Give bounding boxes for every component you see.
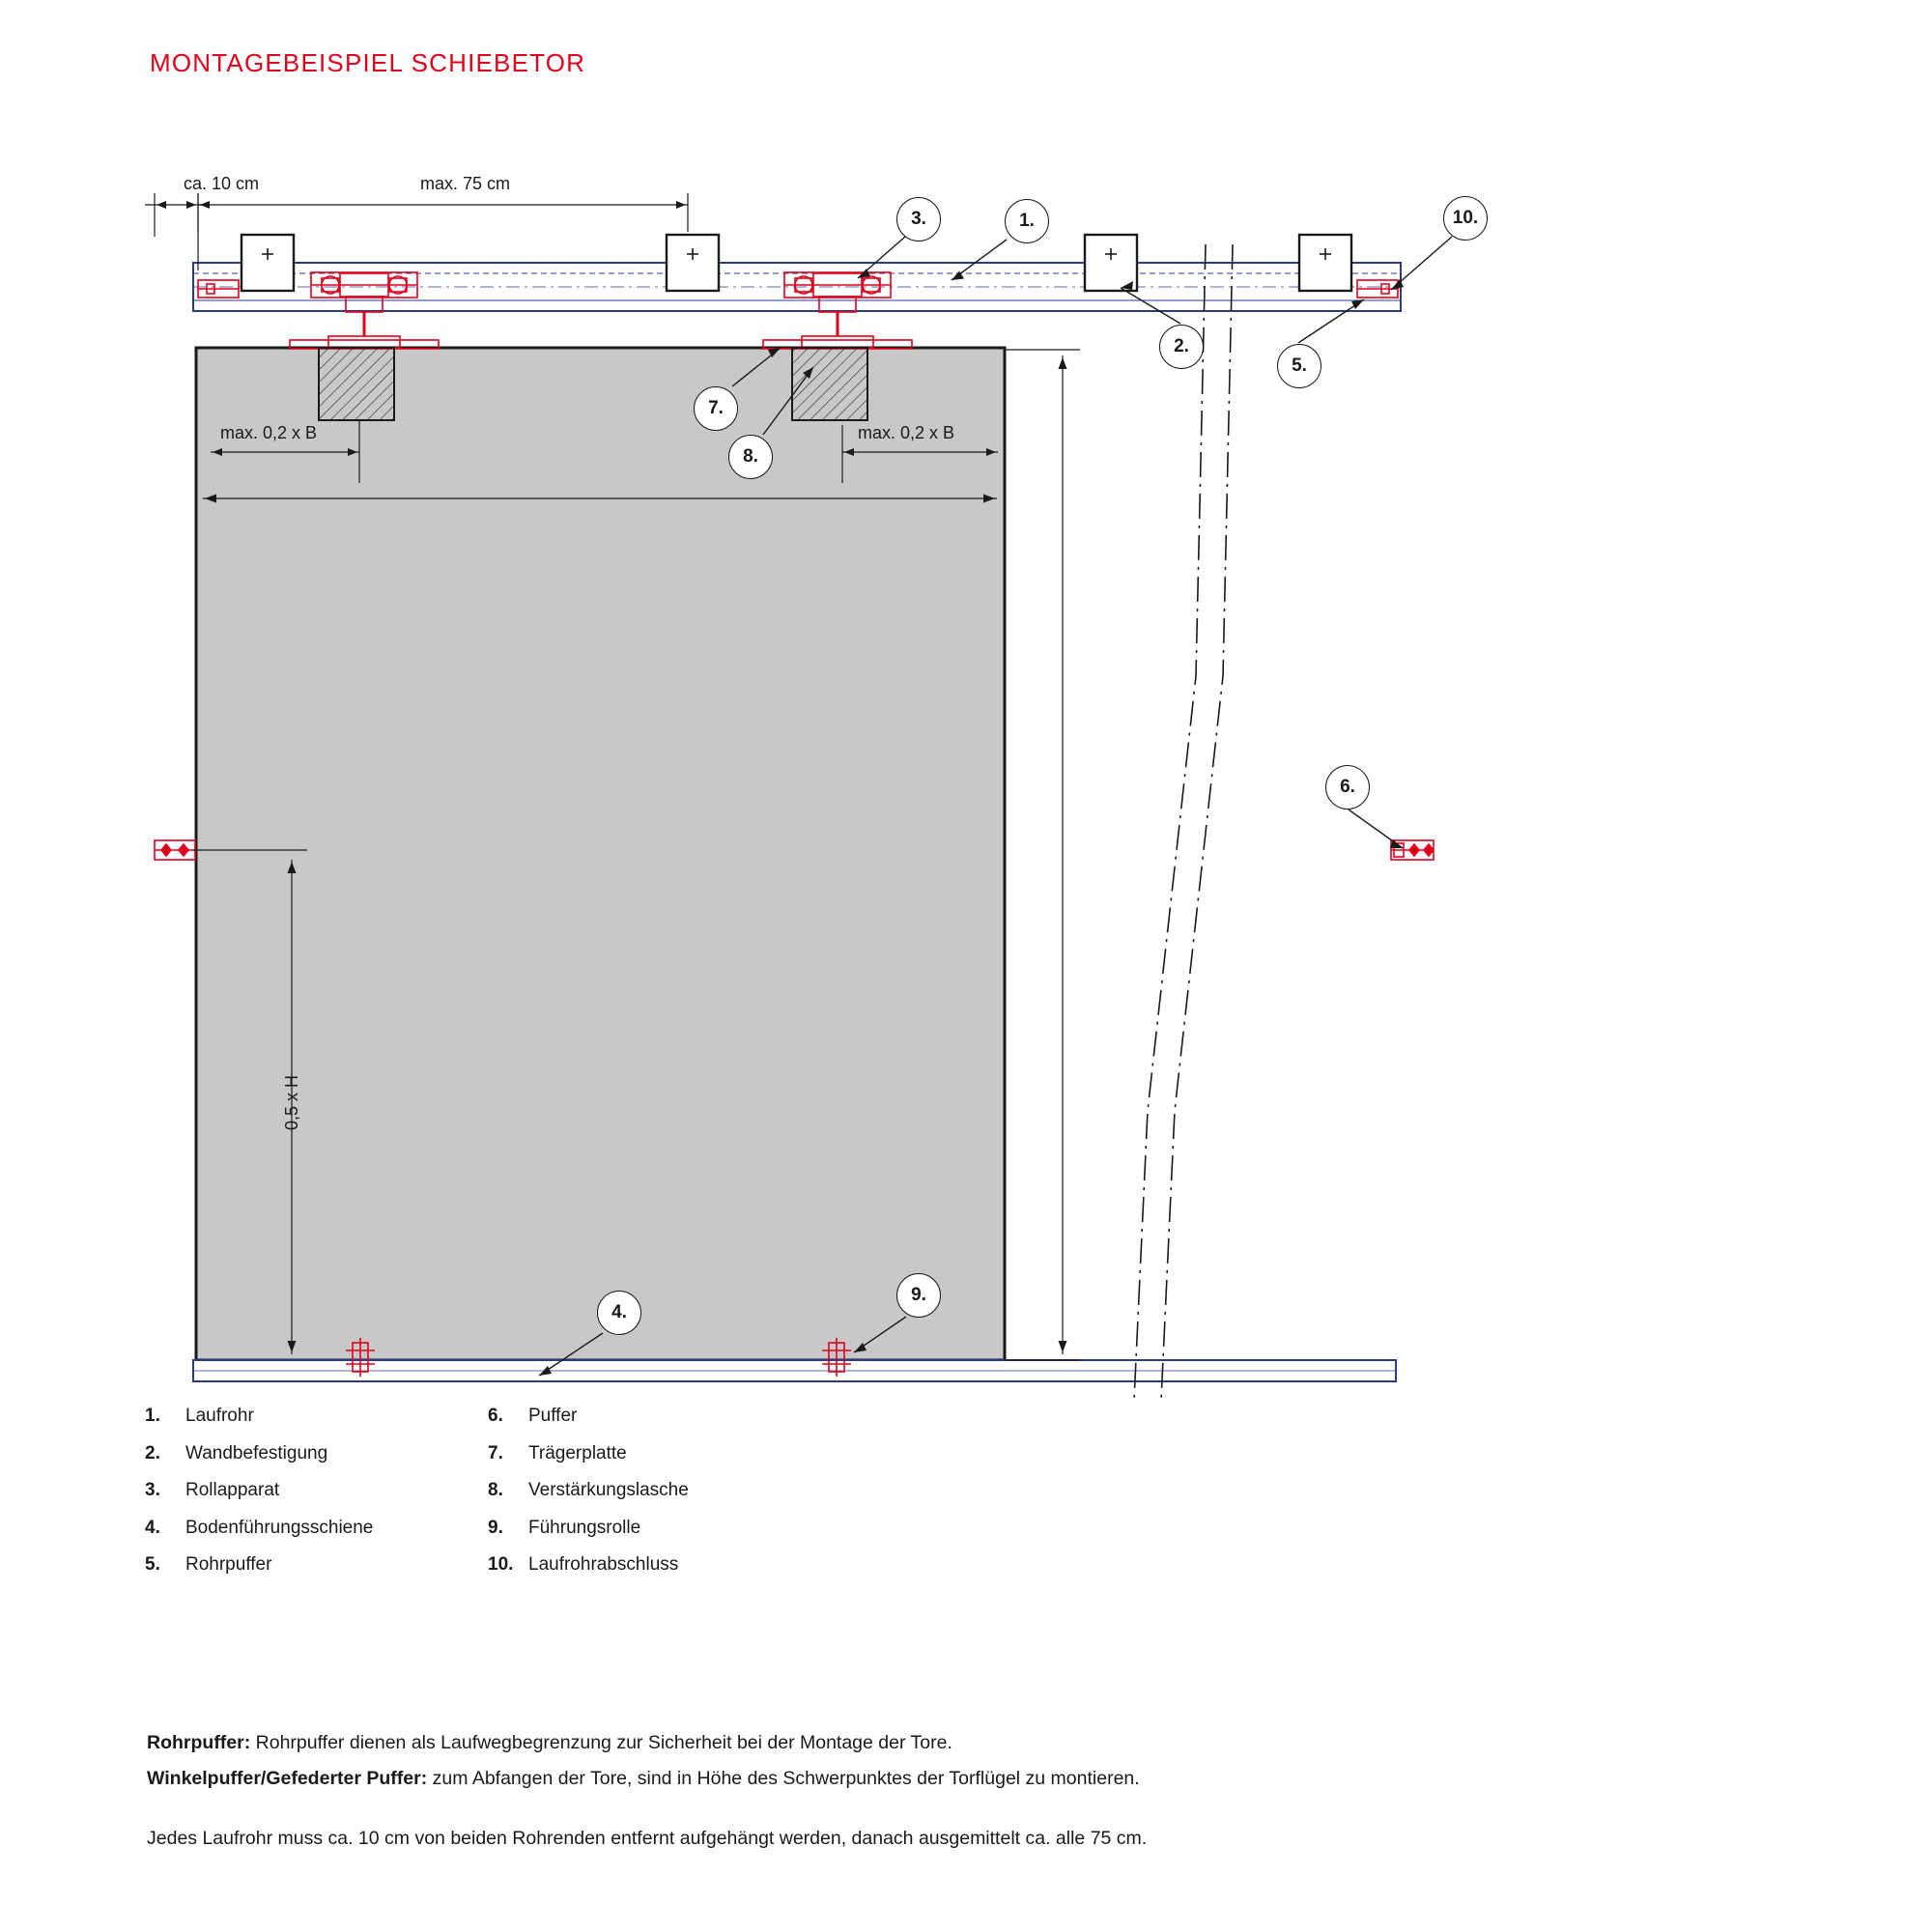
legend-item-1-number: 1. — [145, 1406, 160, 1426]
legend-item-9-number: 9. — [488, 1517, 503, 1538]
legend-item-9 — [488, 1518, 689, 1555]
legend-item-5-label: Rohrpuffer — [185, 1554, 272, 1575]
legend-item-3-label: Rollapparat — [185, 1480, 280, 1500]
legend-item-1 — [145, 1406, 373, 1443]
dim-max-75-cm: max. 75 cm — [420, 174, 511, 193]
puffer-left-wall — [155, 840, 195, 860]
note-winkelpuffer — [147, 1767, 1147, 1789]
dim-max-02xb-right: max. 0,2 x B — [858, 423, 955, 442]
legend-column-right — [488, 1406, 689, 1592]
legend-item-8-label: Verstärkungslasche — [528, 1480, 689, 1500]
callout-6[interactable]: 6. — [1325, 765, 1370, 810]
legend-item-9-label: Führungsrolle — [528, 1517, 641, 1538]
carrier-plate-left — [319, 348, 394, 420]
callout-1[interactable]: 1. — [1005, 199, 1049, 243]
wall-bracket-2 — [667, 235, 719, 291]
legend-item-2-label: Wandbefestigung — [185, 1442, 328, 1463]
wall-bracket-4 — [1299, 235, 1351, 291]
carrier-plate-right — [792, 348, 867, 420]
notes-block — [147, 1734, 1147, 1865]
break-line-1 — [1161, 244, 1233, 1401]
legend-item-6 — [488, 1406, 689, 1443]
gate-leaf — [196, 348, 1005, 1360]
callout-8[interactable]: 8. — [728, 435, 773, 479]
legend-item-4-number: 4. — [145, 1517, 160, 1538]
wall-bracket-3 — [1085, 235, 1137, 291]
callout-10[interactable]: 10. — [1443, 196, 1488, 241]
callout-7[interactable]: 7. — [694, 386, 738, 431]
callout-5[interactable]: 5. — [1277, 344, 1321, 388]
note-laufrohr: Jedes Laufrohr muss ca. 10 cm von beiden Rohrenden entfernt aufgehängt werden, danach ausgemittelt ca. alle 75 cm. — [147, 1828, 1148, 1849]
dim-05xh: 0,5 x H — [282, 1074, 301, 1130]
legend-item-2-number: 2. — [145, 1442, 160, 1463]
legend-item-7-number: 7. — [488, 1442, 503, 1463]
legend-item-10-label: Laufrohrabschluss — [528, 1554, 679, 1575]
legend-item-1-label: Laufrohr — [185, 1406, 254, 1426]
dim-max-02xb-left: max. 0,2 x B — [220, 423, 318, 442]
callout-9[interactable]: 9. — [896, 1273, 941, 1318]
note-winkelpuffer-term: Winkelpuffer/Gefederter Puffer: — [147, 1767, 428, 1789]
legend-item-10 — [488, 1554, 689, 1592]
note-rohrpuffer-term: Rohrpuffer: — [147, 1732, 251, 1753]
dim-ca-10-cm: ca. 10 cm — [184, 174, 260, 193]
legend-item-8 — [488, 1480, 689, 1518]
legend-column-left — [145, 1406, 373, 1592]
callout-2[interactable]: 2. — [1159, 325, 1204, 369]
note-spacer — [147, 1804, 1147, 1830]
wall-bracket-1 — [242, 235, 294, 291]
legend-item-4-label: Bodenführungsschiene — [185, 1517, 374, 1538]
legend-item-8-number: 8. — [488, 1480, 503, 1500]
page-title: MONTAGEBEISPIEL SCHIEBETOR — [150, 48, 586, 77]
legend-item-5-number: 5. — [145, 1554, 160, 1575]
legend-item-5 — [145, 1554, 373, 1592]
legend-item-3-number: 3. — [145, 1480, 160, 1500]
legend-item-2 — [145, 1443, 373, 1481]
legend-item-6-number: 6. — [488, 1406, 503, 1426]
legend-item-7 — [488, 1443, 689, 1481]
legend-item-4 — [145, 1518, 373, 1555]
break-line-2 — [1134, 244, 1206, 1401]
note-winkelpuffer-text: zum Abfangen der Tore, sind in Höhe des Schwerpunktes der Torflügel zu montieren. — [427, 1767, 1140, 1789]
legend-item-10-number: 10. — [488, 1554, 514, 1575]
note-rohrpuffer — [147, 1734, 1147, 1753]
legend-item-6-label: Puffer — [528, 1406, 578, 1426]
puffer-right — [1391, 840, 1434, 860]
callout-3[interactable]: 3. — [896, 197, 941, 242]
legend-item-7-label: Trägerplatte — [528, 1442, 627, 1463]
callout-4[interactable]: 4. — [597, 1291, 641, 1335]
legend-item-3 — [145, 1480, 373, 1518]
note-rohrpuffer-text: Rohrpuffer dienen als Laufwegbegrenzung zur Sicherheit bei der Montage der Tore. — [250, 1732, 952, 1753]
